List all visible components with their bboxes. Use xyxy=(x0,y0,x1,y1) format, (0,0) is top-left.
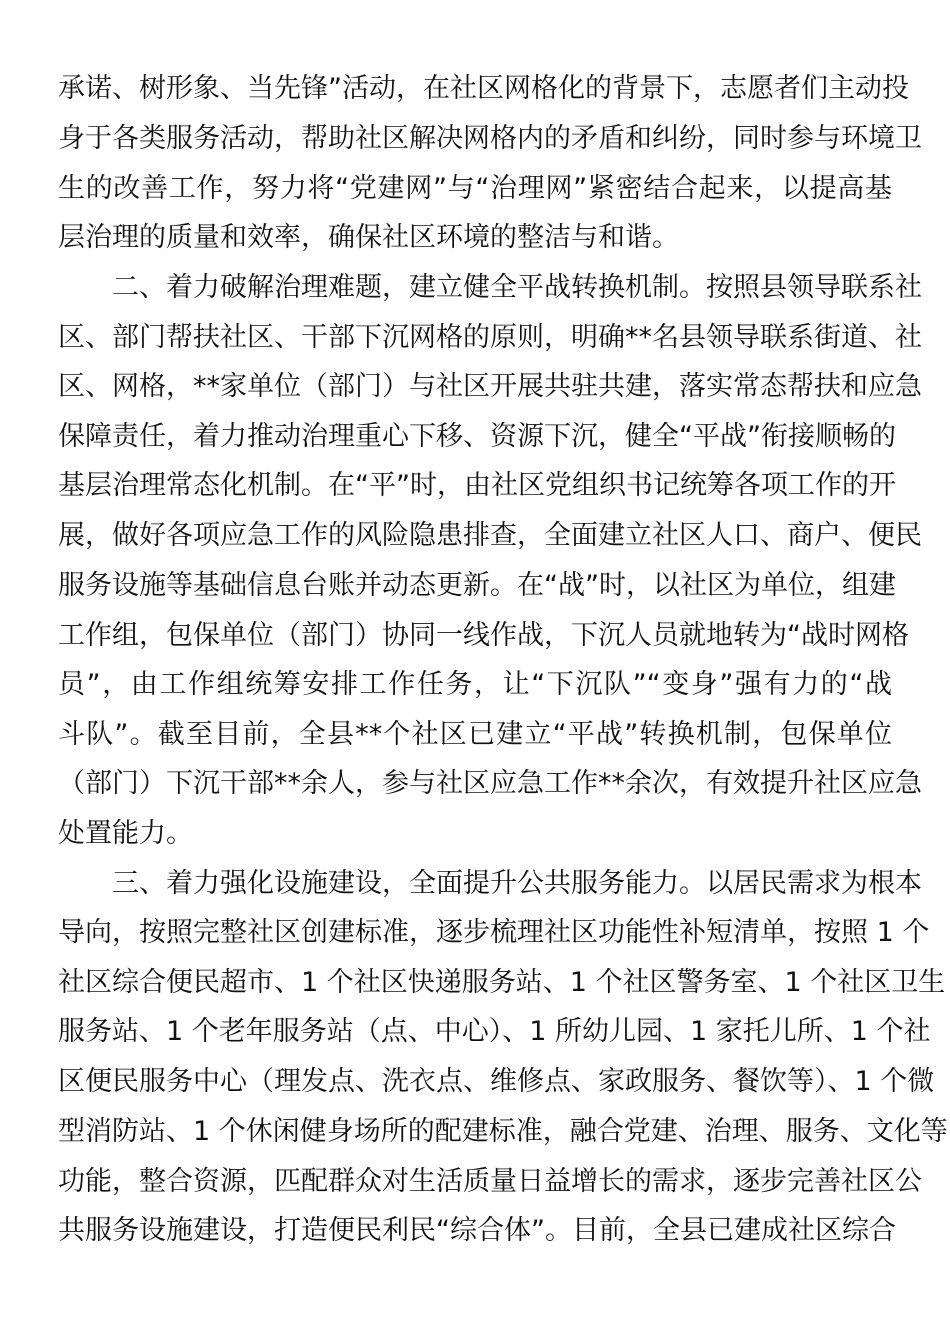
text-line: 区、部门帮扶社区、干部下沉网格的原则，明确**名县领导联系街道、社 xyxy=(58,322,922,353)
text-line: 导向，按照完整社区创建标准，逐步梳理社区功能性补短清单，按照 1 个 xyxy=(58,917,930,948)
text-line: 身于各类服务活动，帮助社区解决网格内的矛盾和纠纷，同时参与环境卫 xyxy=(58,123,922,154)
text-line: 区便民服务中心（理发点、洗衣点、维修点、家政服务、餐饮等）、1 个微 xyxy=(58,1066,935,1097)
text-line: 斗队”。截至目前，全县**个社区已建立“平战”转换机制，包保单位 xyxy=(58,719,892,750)
paragraph-heading-line: 三、着力强化设施建设，全面提升公共服务能力。以居民需求为根本 xyxy=(112,868,922,899)
text-line: 基层治理常态化机制。在“平”时，由社区党组织书记统筹各项工作的开 xyxy=(58,470,896,501)
text-line: 区、网格，**家单位（部门）与社区开展共驻共建，落实常态帮扶和应急 xyxy=(58,371,922,402)
text-line: 保障责任，着力推动治理重心下移、资源下沉，健全“平战”衔接顺畅的 xyxy=(58,421,896,452)
text-line: 生的改善工作，努力将“党建网”与“治理网”紧密结合起来，以提高基 xyxy=(58,173,892,204)
text-line: 承诺、树形象、当先锋”活动，在社区网格化的背景下，志愿者们主动投 xyxy=(58,73,909,104)
text-line: 层治理的质量和效率，确保社区环境的整洁与和谐。 xyxy=(58,222,679,253)
text-line: （部门）下沉干部**余人，参与社区应急工作**余次，有效提升社区应急 xyxy=(58,768,922,799)
text-line: 共服务设施建设，打造便民利民“综合体”。目前，全县已建成社区综合 xyxy=(58,1215,896,1246)
text-line: 服务设施等基础信息台账并动态更新。在“战”时，以社区为单位，组建 xyxy=(58,570,896,601)
text-line: 社区综合便民超市、1 个社区快递服务站、1 个社区警务室、1 个社区卫生 xyxy=(58,967,946,998)
text-line: 展，做好各项应急工作的风险隐患排查，全面建立社区人口、商户、便民 xyxy=(58,520,922,551)
text-line: 处置能力。 xyxy=(58,818,193,849)
paragraph-heading-line: 二、着力破解治理难题，建立健全平战转换机制。按照县领导联系社 xyxy=(112,272,922,303)
text-line: 服务站、1 个老年服务站（点、中心）、1 所幼儿园、1 家托儿所、1 个社 xyxy=(58,1016,931,1047)
text-line: 工作组，包保单位（部门）协同一线作战，下沉人员就地转为“战时网格 xyxy=(58,620,909,651)
text-line: 型消防站、1 个休闲健身场所的配建标准，融合党建、治理、服务、文化等 xyxy=(58,1116,948,1147)
text-line: 员”，由工作组统筹安排工作任务，让“下沉队”“变身”强有力的“战 xyxy=(58,669,892,700)
text-line: 功能，整合资源，匹配群众对生活质量日益增长的需求，逐步完善社区公 xyxy=(58,1166,922,1197)
